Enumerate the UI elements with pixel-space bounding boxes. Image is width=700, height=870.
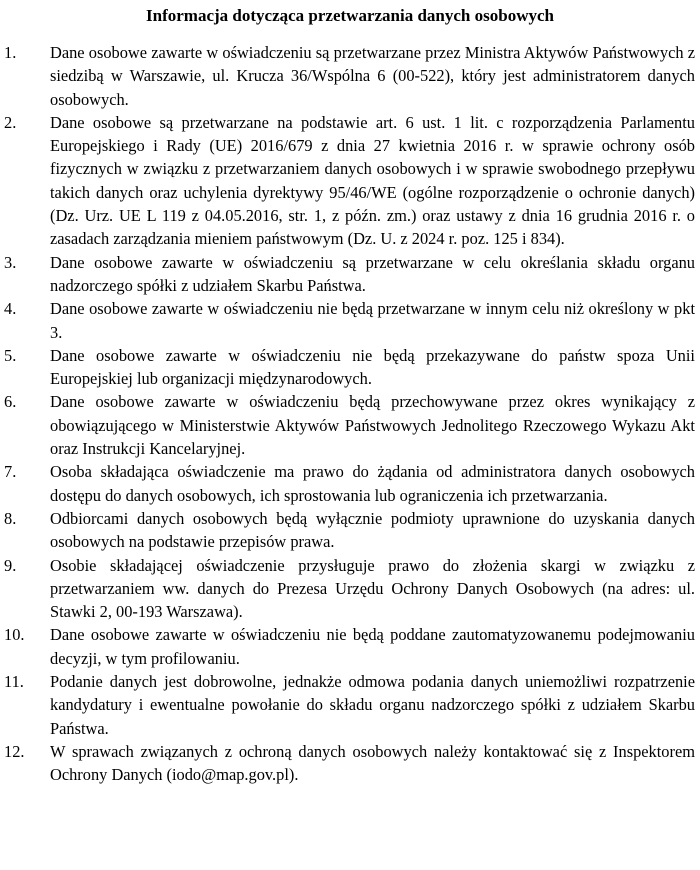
item-text: Dane osobowe zawarte w oświadczeniu nie będą przekazywane do państw spoza Unii Europejskiej lub organizacji międzynarodowych. bbox=[50, 345, 695, 389]
item-number: 12. bbox=[4, 741, 25, 761]
list-item bbox=[4, 111, 696, 251]
list-item bbox=[4, 623, 696, 670]
item-number: 5. bbox=[4, 345, 17, 365]
list-item bbox=[4, 460, 696, 507]
item-number: 9. bbox=[4, 555, 17, 575]
list-item bbox=[4, 507, 696, 554]
item-number: 11. bbox=[4, 672, 24, 692]
item-text: Dane osobowe zawarte w oświadczeniu nie będą przetwarzane w innym celu niż określony w pkt 3. bbox=[50, 299, 695, 342]
item-number: 2. bbox=[4, 112, 17, 132]
page-title: Informacja dotycząca przetwarzania danych osobowych bbox=[146, 6, 554, 25]
item-text: Dane osobowe zawarte w oświadczeniu będą przechowywane przez okres wynikający z obowiązującego w Ministerstwie Aktywów Państwowych Jednolitego Rzeczowego Wykazu Akt oraz Instrukcji Kancelaryjnej. bbox=[50, 392, 695, 459]
item-text: W sprawach związanych z ochroną danych osobowych należy kontaktować się z Inspektorem Ochrony Danych (iodo@map.gov.pl). bbox=[50, 741, 695, 785]
list-item bbox=[4, 251, 696, 298]
item-number: 6. bbox=[4, 392, 17, 412]
list-item bbox=[4, 390, 696, 460]
item-text: Podanie danych jest dobrowolne, jednakże odmowa podania danych uniemożliwi rozpatrzenie kandydatury i ewentualne powołanie do składu organu nadzorczego spółki z udziałem Skarbu Państwa. bbox=[50, 672, 695, 738]
item-number: 8. bbox=[4, 508, 17, 528]
item-text: Dane osobowe zawarte w oświadczeniu nie będą poddane zautomatyzowanemu podejmowaniu decyzji, w tym profilowaniu. bbox=[50, 625, 695, 668]
item-number: 7. bbox=[4, 462, 17, 482]
item-text: Dane osobowe zawarte w oświadczeniu są przetwarzane w celu określania składu organu nadzorczego spółki z udziałem Skarbu Państwa. bbox=[50, 252, 695, 295]
item-text: Dane osobowe zawarte w oświadczeniu są przetwarzane przez Ministra Aktywów Państwowych z siedzibą w Warszawie, ul. Krucza 36/Wspólna 6 (00-522), który jest administratorem danych osobowych. bbox=[50, 43, 695, 109]
item-text: Osoba składająca oświadczenie ma prawo do żądania od administratora danych osobowych dostępu do danych osobowych, ich sprostowania lub ograniczenia ich przetwarzania. bbox=[50, 462, 695, 505]
list-item bbox=[4, 297, 696, 344]
item-number: 1. bbox=[4, 43, 17, 62]
list-item bbox=[4, 670, 696, 740]
item-number: 10. bbox=[4, 625, 25, 645]
list-item bbox=[4, 740, 696, 787]
item-text: Dane osobowe są przetwarzane na podstawie art. 6 ust. 1 lit. c rozporządzenia Parlamentu Europejskiego i Rady (UE) 2016/679 z dnia 27 kwietnia 2016 r. w sprawie ochrony osób fizycznych w związku z przetwarzaniem danych osobowych i w sprawie swobodnego przepływu takich danych oraz uchylenia dyrektywy 95/46/WE (ogólne rozporządzenie o ochronie danych) (Dz. Urz. UE L 119 z 04.05.2016, str. 1, z późn. zm.) oraz ustawy z dnia 16 grudnia 2016 r. o zasadach zarządzania mieniem państwowym (Dz. U. z 2024 r. poz. 125 i 834). bbox=[50, 112, 695, 249]
list-item bbox=[4, 554, 696, 624]
numbered-list bbox=[4, 41, 696, 787]
list-item bbox=[4, 41, 696, 111]
item-text: Osobie składającej oświadczenie przysługuje prawo do złożenia skargi w związku z przetwarzaniem ww. danych do Prezesa Urzędu Ochrony Danych Osobowych (na adres: ul. Stawki 2, 00-193 Warszawa). bbox=[50, 555, 695, 622]
item-number: 4. bbox=[4, 299, 17, 319]
item-number: 3. bbox=[4, 252, 17, 272]
list-item bbox=[4, 344, 696, 391]
item-text: Odbiorcami danych osobowych będą wyłącznie podmioty uprawnione do uzyskania danych osobowych na podstawie przepisów prawa. bbox=[50, 508, 695, 552]
